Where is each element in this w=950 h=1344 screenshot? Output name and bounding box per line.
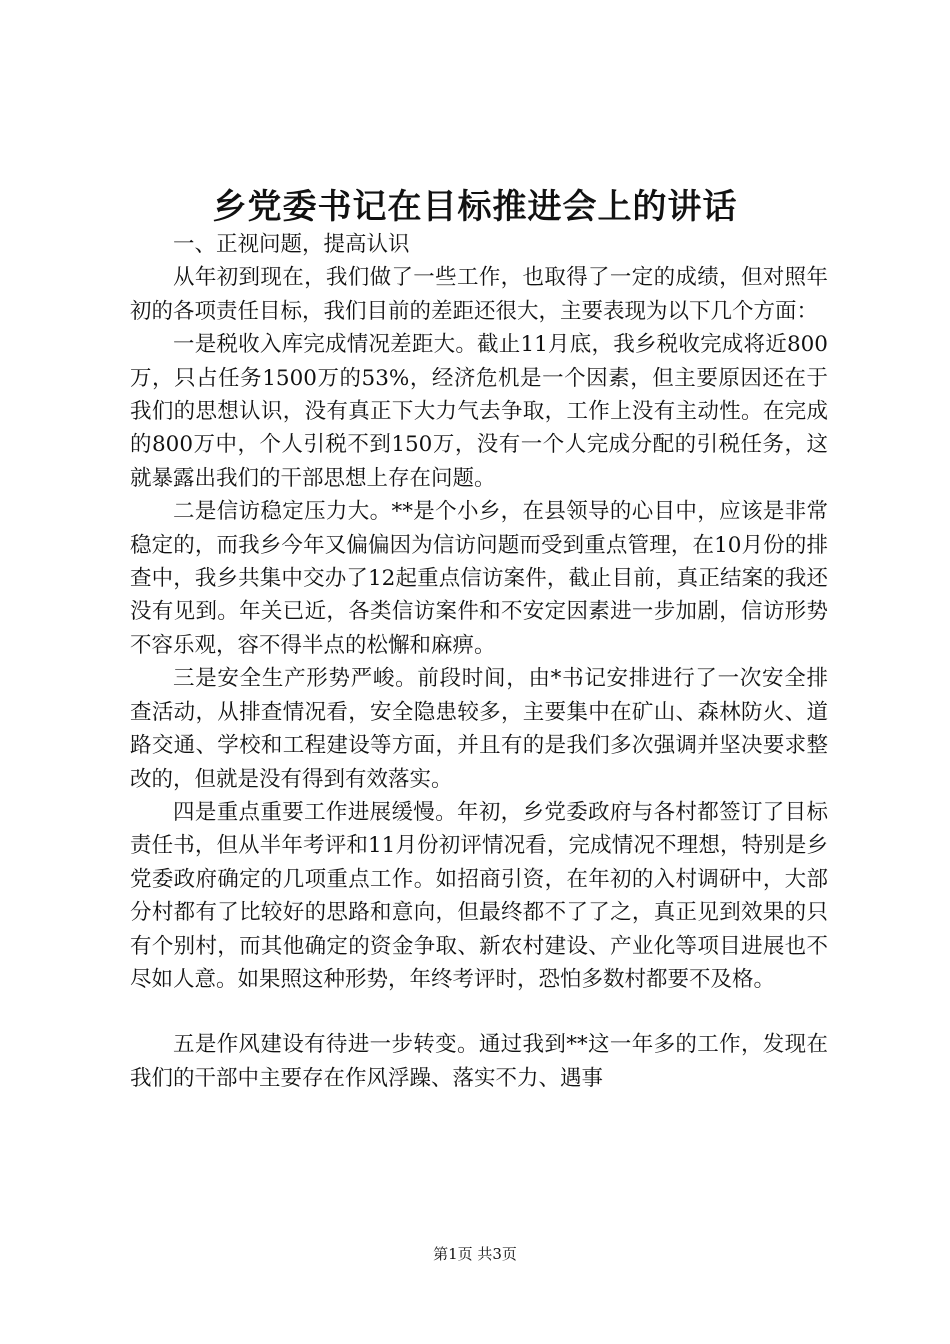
- paragraph-safety: 三是安全生产形势严峻。前段时间，由*书记安排进行了一次安全排查活动，从排查情况看，安全隐患较多，主要集中在矿山、森林防火、道路交通、学校和工程建设等方面，并且有的是我们多次强调并坚决要求整改的，但就是没有得到有效落实。: [130, 666, 828, 792]
- paragraph-tax: 一是税收入库完成情况差距大。截止11月底，我乡税收完成将近800万，只占任务1500万的53%，经济危机是一个因素，但主要原因还在于我们的思想认识，没有真正下大力气去争取，工作上没有主动性。在完成的800万中，个人引税不到150万，没有一个人完成分配的引税任务，这就暴露出我们的干部思想上存在问题。: [130, 332, 828, 491]
- document-body: [130, 228, 828, 1095]
- section-heading: 一、正视问题，提高认识: [173, 232, 410, 257]
- paragraph-work-style: 五是作风建设有待进一步转变。通过我到**这一年多的工作，发现在我们的干部中主要存在作风浮躁、落实不力、遇事: [130, 1032, 828, 1091]
- page-footer: 第1页 共3页: [433, 1245, 517, 1263]
- paragraph-petition: 二是信访稳定压力大。**是个小乡，在县领导的心目中，应该是非常稳定的，而我乡今年又偏偏因为信访问题而受到重点管理，在10月份的排查中，我乡共集中交办了12起重点信访案件，截止目前，真正结案的我还没有见到。年关已近，各类信访案件和不安定因素进一步加剧，信访形势不容乐观，容不得半点的松懈和麻痹。: [130, 499, 828, 658]
- paragraph-key-work: 四是重点重要工作进展缓慢。年初，乡党委政府与各村都签订了目标责任书，但从半年考评和11月份初评情况看，完成情况不理想，特别是乡党委政府确定的几项重点工作。如招商引资，在年初的入村调研中，大部分村都有了比较好的思路和意向，但最终都不了了之，真正见到效果的只有个别村，而其他确定的资金争取、新农村建设、产业化等项目进展也不尽如人意。如果照这种形势，年终考评时，恐怕多数村都要不及格。: [130, 799, 828, 992]
- document-title: 乡党委书记在目标推进会上的讲话: [212, 187, 738, 227]
- paragraph-intro: 从年初到现在，我们做了一些工作，也取得了一定的成绩，但对照年初的各项责任目标，我们目前的差距还很大，主要表现为以下几个方面：: [130, 265, 828, 324]
